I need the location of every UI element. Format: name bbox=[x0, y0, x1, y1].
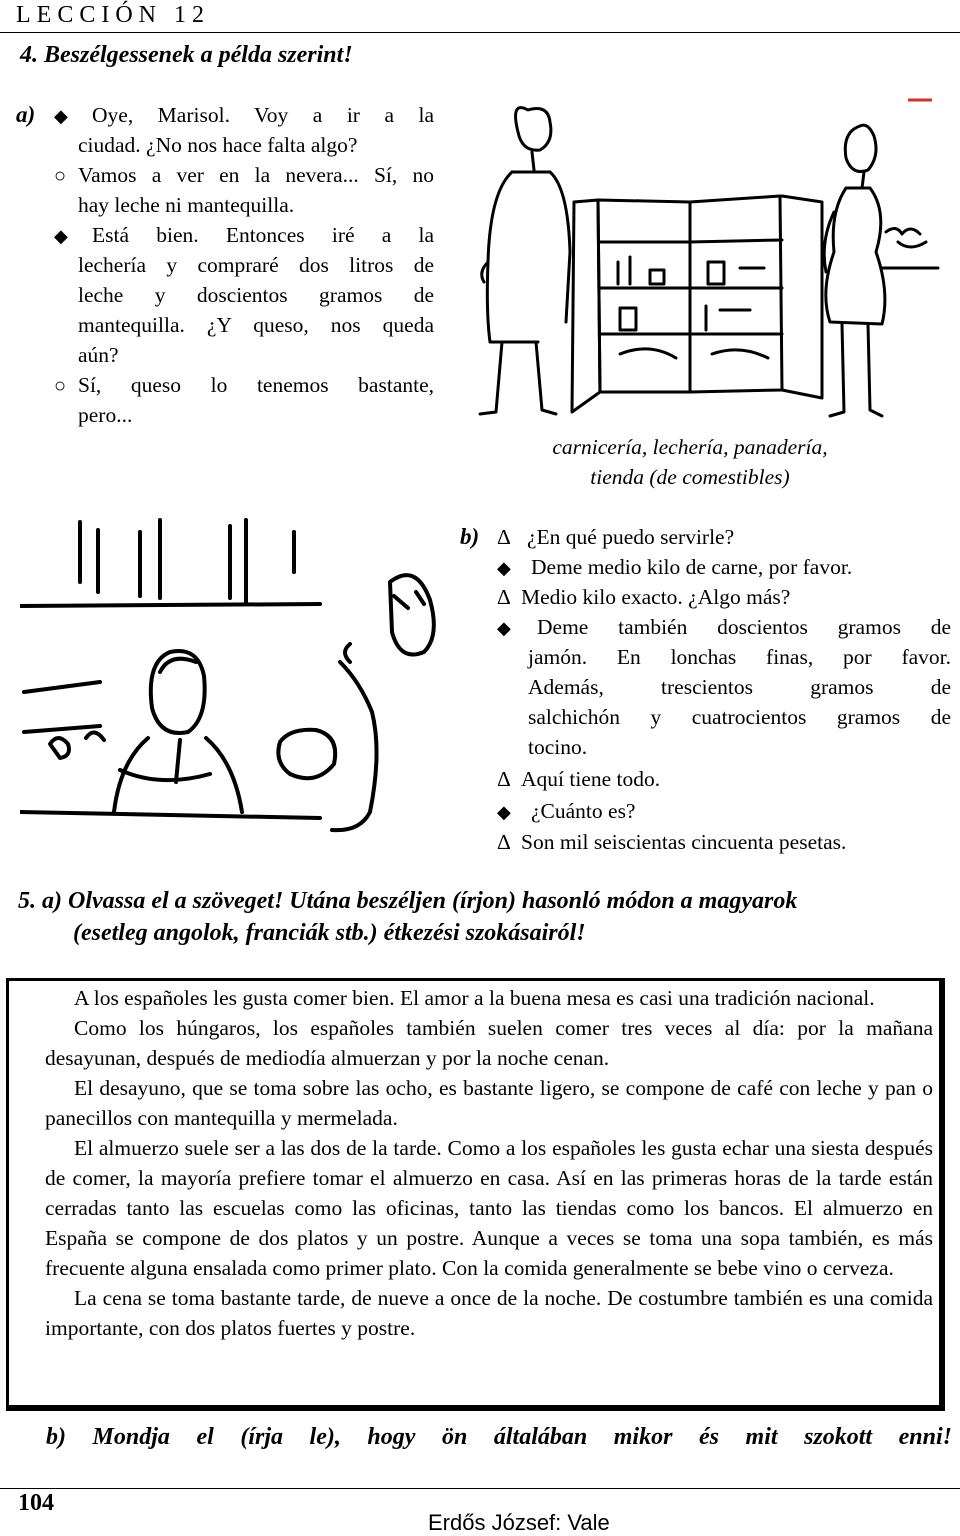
dialogue-b-line: Además, trescientos gramos de bbox=[528, 675, 951, 699]
part-b-label: b) bbox=[460, 524, 480, 549]
dialogue-b-line: Δ Aquí tiene todo. bbox=[497, 764, 660, 794]
lesson-header: LECCIÓN 12 bbox=[16, 2, 210, 28]
diamond-icon: ◆ bbox=[54, 106, 68, 126]
footer-divider bbox=[0, 1488, 960, 1489]
dialogue-a-line: ◆ Está bien. Entonces iré a la bbox=[54, 220, 434, 251]
reading-paragraph: Como los húngaros, los españoles también suelen comer tres veces al día: por la mañana desayunan, después de mediodía almuerzan y por la noche cenan. bbox=[45, 1016, 933, 1070]
dialogue-b-line: ◆ Deme medio kilo de carne, por favor. bbox=[497, 552, 852, 583]
book-author: Erdős József: Vale bbox=[428, 1510, 610, 1535]
illustration-caption: carnicería, lechería, panadería, tienda (de comestibles) bbox=[552, 435, 828, 489]
delta-icon: Δ bbox=[497, 830, 511, 854]
dialogue-a-line: mantequilla. ¿Y queso, nos queda bbox=[78, 313, 434, 337]
part-a-label: a) bbox=[16, 102, 36, 127]
dialogue-a-line: ○ Vamos a ver en la nevera... Sí, no bbox=[54, 160, 434, 191]
delta-icon: Δ bbox=[497, 767, 511, 791]
dialogue-b-line: ◆ ¿Cuánto es? bbox=[497, 796, 635, 827]
dialogue-b-line: jamón. En lonchas finas, por favor. bbox=[528, 645, 951, 669]
reading-paragraph: A los españoles les gusta comer bien. El amor a la buena mesa es casi una tradición nacional. bbox=[74, 986, 875, 1010]
reading-paragraph: El almuerzo suele ser a las dos de la tarde. Como a los españoles les gusta echar una siesta después de comer, la mayoría prefiere tomar el almuerzo en casa. Así en las primeras horas de la tarde están cerradas tanto las escuelas como las oficinas, tanto las tiendas como los bancos. El almuerzo en España se compone de dos platos y un postre. Aunque a veces se toma una sopa también, es más frecuente alguna ensalada como primer plato. Con la comida generalmente se bebe vino o cerveza. bbox=[45, 1136, 933, 1280]
dialogue-b-line: Δ ¿En qué puedo servirle? bbox=[497, 522, 734, 552]
dialogue-a-line: pero... bbox=[78, 403, 133, 427]
circle-icon: ○ bbox=[54, 165, 67, 187]
dialogue-b-line: tocino. bbox=[528, 735, 588, 759]
dialogue-b-line: Δ Son mil seiscientas cincuenta pesetas. bbox=[497, 827, 846, 857]
delta-icon: Δ bbox=[497, 525, 511, 549]
exercise-5-title-line2: (esetleg angolok, franciák stb.) étkezési szokásairól! bbox=[73, 920, 586, 946]
dialogue-a-line: ○ Sí, queso lo tenemos bastante, bbox=[54, 370, 434, 401]
diamond-icon: ◆ bbox=[497, 802, 511, 822]
exercise-4-title: 4. Beszélgessenek a példa szerint! bbox=[20, 42, 353, 68]
reading-paragraph: El desayuno, que se toma sobre las ocho, es bastante ligero, se compone de café con leche y pan o panecillos con mantequilla y mermelada. bbox=[45, 1076, 933, 1130]
page-number: 104 bbox=[18, 1490, 54, 1516]
dialogue-a-line: hay leche ni mantequilla. bbox=[78, 193, 295, 217]
dialogue-b-line: ◆ Deme también doscientos gramos de bbox=[497, 612, 951, 643]
exercise-5b-prompt: b) Mondja el (írja le), hogy ön általában mikor és mit szokott enni! bbox=[46, 1424, 952, 1450]
dialogue-a-line: lechería y compraré dos litros de bbox=[78, 253, 434, 277]
circle-icon: ○ bbox=[54, 375, 67, 397]
dialogue-b-line: salchichón y cuatrocientos gramos de bbox=[528, 705, 951, 729]
dialogue-b-line: Δ Medio kilo exacto. ¿Algo más? bbox=[497, 582, 790, 612]
dialogue-a-line: ciudad. ¿No nos hace falta algo? bbox=[78, 133, 358, 157]
exercise-5-title-line1: 5. a) Olvassa el a szöveget! Utána beszéljen (írjon) hasonló módon a magyarok bbox=[18, 888, 798, 914]
diamond-icon: ◆ bbox=[497, 558, 511, 578]
delta-icon: Δ bbox=[497, 585, 511, 609]
reading-text bbox=[45, 983, 933, 1343]
diamond-icon: ◆ bbox=[54, 226, 68, 246]
diamond-icon: ◆ bbox=[497, 618, 511, 638]
reading-paragraph: La cena se toma bastante tarde, de nueve a once de la noche. De costumbre también es una comida importante, con dos platos fuertes y postre. bbox=[45, 1286, 933, 1340]
dialogue-a-line: aún? bbox=[78, 343, 119, 367]
dialogue-a-line: leche y doscientos gramos de bbox=[78, 283, 434, 307]
dialogue-a-line: ◆ Oye, Marisol. Voy a ir a la bbox=[54, 100, 434, 131]
